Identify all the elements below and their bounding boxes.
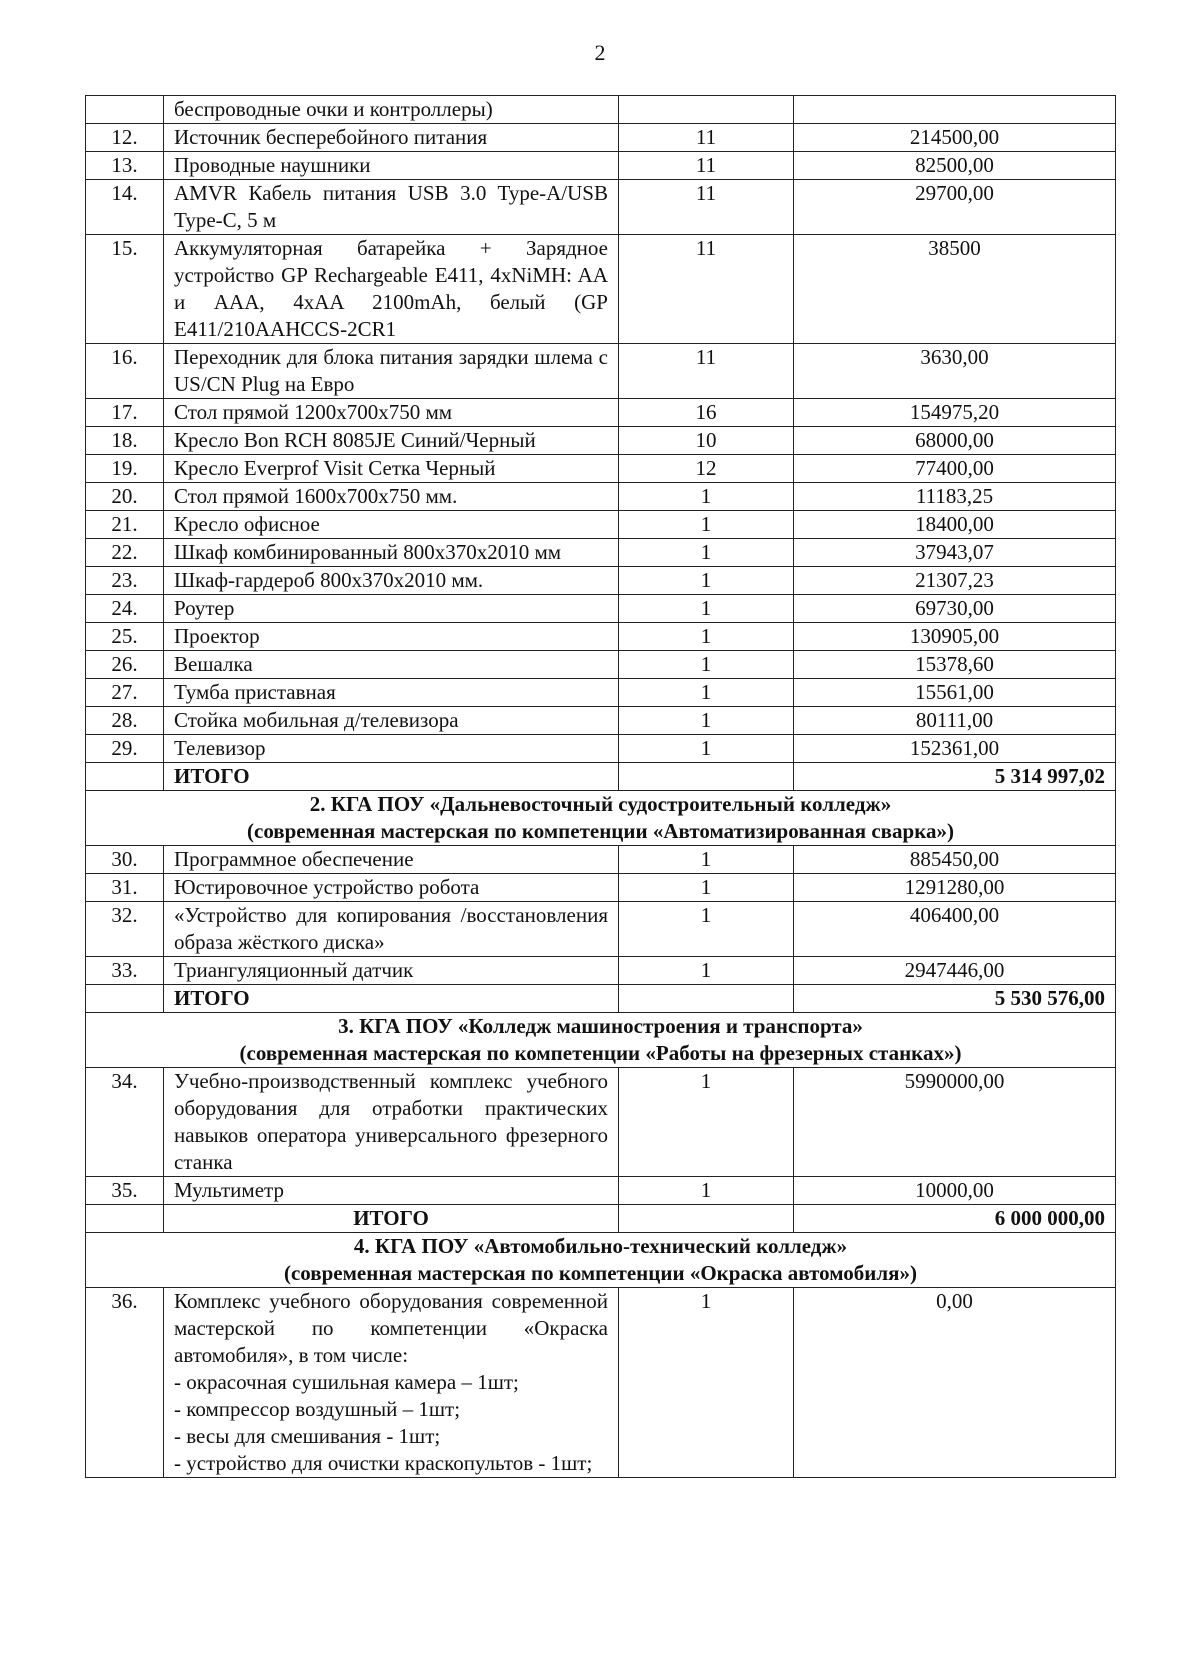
row-quantity: 1 bbox=[619, 651, 794, 679]
row-name: Стол прямой 1600x700x750 мм. bbox=[164, 483, 619, 511]
row-number: 36. bbox=[86, 1288, 164, 1478]
table-row bbox=[86, 152, 1116, 180]
row-number: 24. bbox=[86, 595, 164, 623]
row-quantity: 1 bbox=[619, 1068, 794, 1177]
row-number: 17. bbox=[86, 399, 164, 427]
row-name: Стойка мобильная д/телевизора bbox=[164, 707, 619, 735]
row-number: 34. bbox=[86, 1068, 164, 1177]
table-row bbox=[86, 1068, 1116, 1177]
list-item: - окрасочная сушильная камера – 1шт; bbox=[174, 1370, 519, 1394]
list-item: - устройство для очистки краскопультов - 1шт; bbox=[174, 1451, 593, 1475]
row-sum: 38500 bbox=[794, 235, 1116, 344]
row-sum: 0,00 bbox=[794, 1288, 1116, 1478]
total-quantity-cell bbox=[619, 985, 794, 1013]
equipment-table-body bbox=[86, 96, 1116, 1478]
row-quantity: 1 bbox=[619, 1177, 794, 1205]
section-header bbox=[86, 1013, 1116, 1068]
row-name: Кресло офисное bbox=[164, 511, 619, 539]
row-name: Проектор bbox=[164, 623, 619, 651]
row-name: Аккумуляторная батарейка + Зарядное устройство GP Rechargeable E411, 4xNiMH: AA и AAA, 4xAA 2100mAh, белый (GP E411/210AAHCCS-2CR1 bbox=[164, 235, 619, 344]
row-name: Триангуляционный датчик bbox=[164, 957, 619, 985]
section-title-cell bbox=[86, 1013, 1116, 1068]
total-row bbox=[86, 763, 1116, 791]
table-row bbox=[86, 96, 1116, 124]
table-row bbox=[86, 124, 1116, 152]
page-number: 2 bbox=[594, 40, 606, 65]
row-quantity: 11 bbox=[619, 180, 794, 235]
row-name: Кресло Bon RCH 8085JE Синий/Черный bbox=[164, 427, 619, 455]
total-sum: 6 000 000,00 bbox=[794, 1205, 1116, 1233]
table-row bbox=[86, 427, 1116, 455]
table-row bbox=[86, 957, 1116, 985]
row-number: 31. bbox=[86, 874, 164, 902]
row-sum: 11183,25 bbox=[794, 483, 1116, 511]
row-name: «Устройство для копирования /восстановления образа жёсткого диска» bbox=[164, 902, 619, 957]
row-sum: 885450,00 bbox=[794, 846, 1116, 874]
table-row bbox=[86, 623, 1116, 651]
row-number: 19. bbox=[86, 455, 164, 483]
row-sum: 82500,00 bbox=[794, 152, 1116, 180]
row-sum: 10000,00 bbox=[794, 1177, 1116, 1205]
row-name: беспроводные очки и контроллеры) bbox=[164, 96, 619, 124]
equipment-table bbox=[85, 95, 1116, 1478]
row-sum: 37943,07 bbox=[794, 539, 1116, 567]
table-row bbox=[86, 567, 1116, 595]
section-header bbox=[86, 791, 1116, 846]
row-sum: 29700,00 bbox=[794, 180, 1116, 235]
total-number-cell bbox=[86, 1205, 164, 1233]
row-number: 35. bbox=[86, 1177, 164, 1205]
row-number: 14. bbox=[86, 180, 164, 235]
total-number-cell bbox=[86, 985, 164, 1013]
row-name: Тумба приставная bbox=[164, 679, 619, 707]
row-number: 27. bbox=[86, 679, 164, 707]
section-title: 4. КГА ПОУ «Автомобильно-технический колледж» bbox=[353, 1234, 848, 1258]
total-quantity-cell bbox=[619, 763, 794, 791]
total-label: ИТОГО bbox=[164, 1205, 619, 1233]
row-name: Учебно-производственный комплекс учебного оборудования для отработки практических навыков оператора универсального фрезерного станка bbox=[164, 1068, 619, 1177]
row-quantity bbox=[619, 96, 794, 124]
table-row bbox=[86, 399, 1116, 427]
total-quantity-cell bbox=[619, 1205, 794, 1233]
row-quantity: 1 bbox=[619, 595, 794, 623]
section-title: 2. КГА ПОУ «Дальневосточный судостроительный колледж» bbox=[309, 792, 892, 816]
table-row bbox=[86, 902, 1116, 957]
row-sum: 80111,00 bbox=[794, 707, 1116, 735]
section-subtitle: (современная мастерская по компетенции «Автоматизированная сварка») bbox=[247, 819, 954, 843]
table-row bbox=[86, 511, 1116, 539]
row-number bbox=[86, 96, 164, 124]
row-name: Проводные наушники bbox=[164, 152, 619, 180]
row-number: 26. bbox=[86, 651, 164, 679]
table-row bbox=[86, 1288, 1116, 1478]
row-name: Программное обеспечение bbox=[164, 846, 619, 874]
row-quantity: 1 bbox=[619, 567, 794, 595]
row-number: 20. bbox=[86, 483, 164, 511]
row-quantity: 1 bbox=[619, 874, 794, 902]
row-quantity: 11 bbox=[619, 152, 794, 180]
row-quantity: 10 bbox=[619, 427, 794, 455]
row-sum: 21307,23 bbox=[794, 567, 1116, 595]
table-row bbox=[86, 707, 1116, 735]
row-sum bbox=[794, 96, 1116, 124]
list-item: - весы для смешивания - 1шт; bbox=[174, 1424, 441, 1448]
table-row bbox=[86, 235, 1116, 344]
row-name: Шкаф комбинированный 800x370x2010 мм bbox=[164, 539, 619, 567]
row-number: 15. bbox=[86, 235, 164, 344]
section-title-cell bbox=[86, 791, 1116, 846]
row-sum: 130905,00 bbox=[794, 623, 1116, 651]
row-sum: 154975,20 bbox=[794, 399, 1116, 427]
row-name: Кресло Everprof Visit Сетка Черный bbox=[164, 455, 619, 483]
row-number: 13. bbox=[86, 152, 164, 180]
row-number: 28. bbox=[86, 707, 164, 735]
table-row bbox=[86, 483, 1116, 511]
row-quantity: 1 bbox=[619, 679, 794, 707]
section-subtitle: (современная мастерская по компетенции «Работы на фрезерных станках») bbox=[239, 1041, 962, 1065]
total-label: ИТОГО bbox=[164, 763, 619, 791]
row-quantity: 1 bbox=[619, 1288, 794, 1478]
row-quantity: 1 bbox=[619, 707, 794, 735]
total-row bbox=[86, 985, 1116, 1013]
row-quantity: 1 bbox=[619, 483, 794, 511]
row-sum: 77400,00 bbox=[794, 455, 1116, 483]
row-sum: 1291280,00 bbox=[794, 874, 1116, 902]
total-sum: 5 530 576,00 bbox=[794, 985, 1116, 1013]
row-number: 12. bbox=[86, 124, 164, 152]
total-sum: 5 314 997,02 bbox=[794, 763, 1116, 791]
row-number: 30. bbox=[86, 846, 164, 874]
row-number: 33. bbox=[86, 957, 164, 985]
table-row bbox=[86, 595, 1116, 623]
table-row bbox=[86, 180, 1116, 235]
row-quantity: 11 bbox=[619, 235, 794, 344]
row-quantity: 1 bbox=[619, 957, 794, 985]
row-number: 23. bbox=[86, 567, 164, 595]
row-name: Переходник для блока питания зарядки шлема с US/CN Plug на Евро bbox=[164, 344, 619, 399]
table-row bbox=[86, 735, 1116, 763]
section-subtitle: (современная мастерская по компетенции «Окраска автомобиля») bbox=[283, 1261, 918, 1285]
total-number-cell bbox=[86, 763, 164, 791]
section-title-cell bbox=[86, 1233, 1116, 1288]
section-title: 3. КГА ПОУ «Колледж машиностроения и транспорта» bbox=[338, 1014, 863, 1038]
row-number: 21. bbox=[86, 511, 164, 539]
row-sum: 406400,00 bbox=[794, 902, 1116, 957]
row-sum: 69730,00 bbox=[794, 595, 1116, 623]
row-sum: 2947446,00 bbox=[794, 957, 1116, 985]
row-name: AMVR Кабель питания USB 3.0 Type-A/USB Type-C, 5 м bbox=[164, 180, 619, 235]
row-quantity: 12 bbox=[619, 455, 794, 483]
row-quantity: 1 bbox=[619, 902, 794, 957]
row-sum: 15378,60 bbox=[794, 651, 1116, 679]
row-sum: 18400,00 bbox=[794, 511, 1116, 539]
row-name bbox=[164, 1288, 619, 1478]
row-name: Шкаф-гардероб 800x370x2010 мм. bbox=[164, 567, 619, 595]
row-name: Роутер bbox=[164, 595, 619, 623]
row-quantity: 1 bbox=[619, 846, 794, 874]
table-row bbox=[86, 651, 1116, 679]
total-row bbox=[86, 1205, 1116, 1233]
row-name: Мультиметр bbox=[164, 1177, 619, 1205]
row-name: Телевизор bbox=[164, 735, 619, 763]
table-row bbox=[86, 455, 1116, 483]
row-name: Юстировочное устройство робота bbox=[164, 874, 619, 902]
row-quantity: 1 bbox=[619, 511, 794, 539]
row-sum: 152361,00 bbox=[794, 735, 1116, 763]
table-row bbox=[86, 539, 1116, 567]
row-number: 18. bbox=[86, 427, 164, 455]
row-number: 32. bbox=[86, 902, 164, 957]
section-header bbox=[86, 1233, 1116, 1288]
list-item: - компрессор воздушный – 1шт; bbox=[174, 1397, 461, 1421]
row-number: 25. bbox=[86, 623, 164, 651]
row-quantity: 11 bbox=[619, 344, 794, 399]
row-number: 22. bbox=[86, 539, 164, 567]
table-row bbox=[86, 1177, 1116, 1205]
row-sum: 3630,00 bbox=[794, 344, 1116, 399]
row-sum: 5990000,00 bbox=[794, 1068, 1116, 1177]
row-quantity: 1 bbox=[619, 623, 794, 651]
row-name: Источник бесперебойного питания bbox=[164, 124, 619, 152]
table-row bbox=[86, 344, 1116, 399]
table-row bbox=[86, 846, 1116, 874]
row-quantity: 16 bbox=[619, 399, 794, 427]
total-label: ИТОГО bbox=[164, 985, 619, 1013]
row-number: 29. bbox=[86, 735, 164, 763]
row-number: 16. bbox=[86, 344, 164, 399]
row-name: Стол прямой 1200x700x750 мм bbox=[164, 399, 619, 427]
row-quantity: 1 bbox=[619, 539, 794, 567]
table-row bbox=[86, 679, 1116, 707]
row-name-text: Комплекс учебного оборудования современной мастерской по компетенции «Окраска автомобиля», в том числе: bbox=[174, 1289, 608, 1367]
row-sum: 68000,00 bbox=[794, 427, 1116, 455]
row-sum: 214500,00 bbox=[794, 124, 1116, 152]
table-row bbox=[86, 874, 1116, 902]
row-sum: 15561,00 bbox=[794, 679, 1116, 707]
row-quantity: 1 bbox=[619, 735, 794, 763]
row-quantity: 11 bbox=[619, 124, 794, 152]
row-name: Вешалка bbox=[164, 651, 619, 679]
